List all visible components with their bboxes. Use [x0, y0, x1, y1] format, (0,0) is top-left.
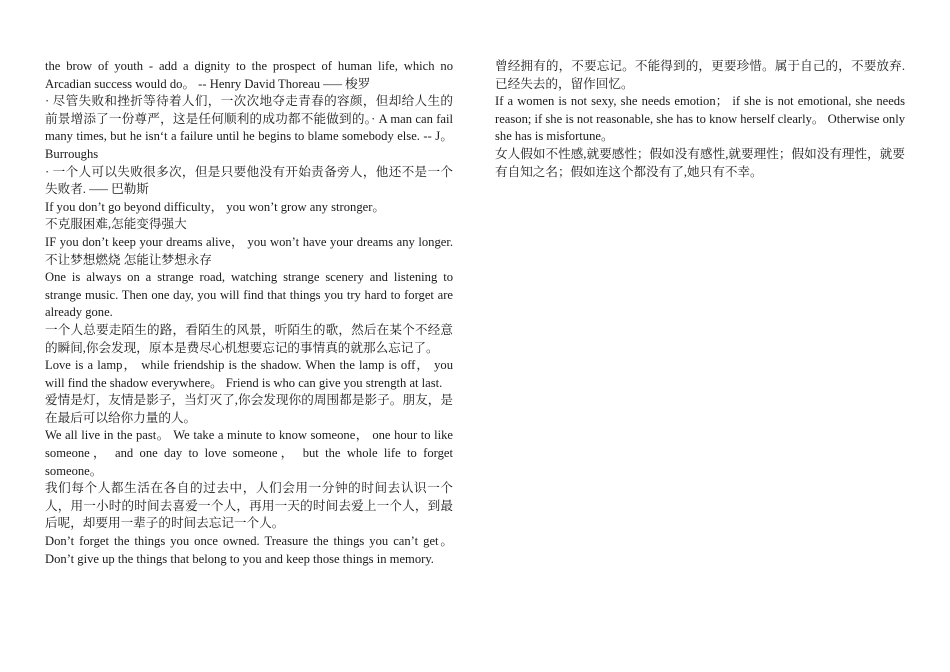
paragraph: One is always on a strange road, watching strange scenery and listening to strange music. Then one day, you will find that things you try hard to forget are already gone.: [45, 270, 453, 320]
paragraph: 不克服困难,怎能变得强大: [45, 217, 187, 232]
right-column: [495, 58, 905, 181]
paragraph: If you don’t go beyond difficulty， you won’t grow any stronger。: [45, 199, 385, 214]
paragraph: We all live in the past。 We take a minute to know someone， one hour to like someone， and one day to love someone， but the whole life to forget someone。: [45, 428, 453, 478]
paragraph: · 尽管失败和挫折等待着人们，一次次地夺走青春的容颜，但却给人生的前景增添了一份尊严，这是任何顺利的成功都不能做到的。· A man can fail many times, but he isn‘t a failure until he begins to blame somebody else. -- J。 Burroughs: [45, 94, 453, 161]
paragraph: · 一个人可以失败很多次，但是只要他没有开始责备旁人，他还不是一个失败者. —– 巴勒斯: [45, 164, 453, 197]
paragraph: If a women is not sexy, she needs emotion； if she is not emotional, she needs reason; if she is not reasonable, she has to know herself clearly。 Otherwise only she has is misfortune。: [495, 94, 905, 144]
left-column: [45, 58, 453, 568]
paragraph: 曾经拥有的，不要忘记。不能得到的，更要珍惜。属于自己的，不要放弃.已经失去的，留作回忆。: [495, 59, 905, 91]
paragraph: 爱情是灯，友情是影子，当灯灭了,你会发现你的周围都是影子。朋友，是在最后可以给你力量的人。: [45, 393, 453, 425]
paragraph: 我们每个人都生活在各自的过去中，人们会用一分钟的时间去认识一个人，用一小时的时间去喜爱一个人，再用一天的时间去爱上一个人，到最后呢，却要用一辈子的时间去忘记一个人。: [45, 481, 453, 531]
paragraph: 女人假如不性感,就要感性；假如没有感性,就要理性；假如没有理性，就要有自知之名；假如连这个都没有了,她只有不幸。: [495, 146, 905, 179]
paragraph: IF you don’t keep your dreams alive， you won’t have your dreams any longer. 不让梦想燃烧 怎能让梦想永存: [45, 234, 453, 267]
paragraph: 一个人总要走陌生的路，看陌生的风景，听陌生的歌，然后在某个不经意的瞬间,你会发现，原本是费尽心机想要忘记的事情真的就那么忘记了。: [45, 322, 453, 355]
paragraph: Don’t forget the things you once owned. Treasure the things you can’t get。 Don’t give up the things that belong to you and keep those things in memory.: [45, 534, 453, 566]
paragraph: Love is a lamp， while friendship is the shadow. When the lamp is off， you will find the shadow everywhere。 Friend is who can give you strength at last.: [45, 358, 453, 390]
paragraph: the brow of youth - add a dignity to the prospect of human life, which no Arcadian success would do。 -- Henry David Thoreau —– 梭罗: [45, 59, 453, 91]
